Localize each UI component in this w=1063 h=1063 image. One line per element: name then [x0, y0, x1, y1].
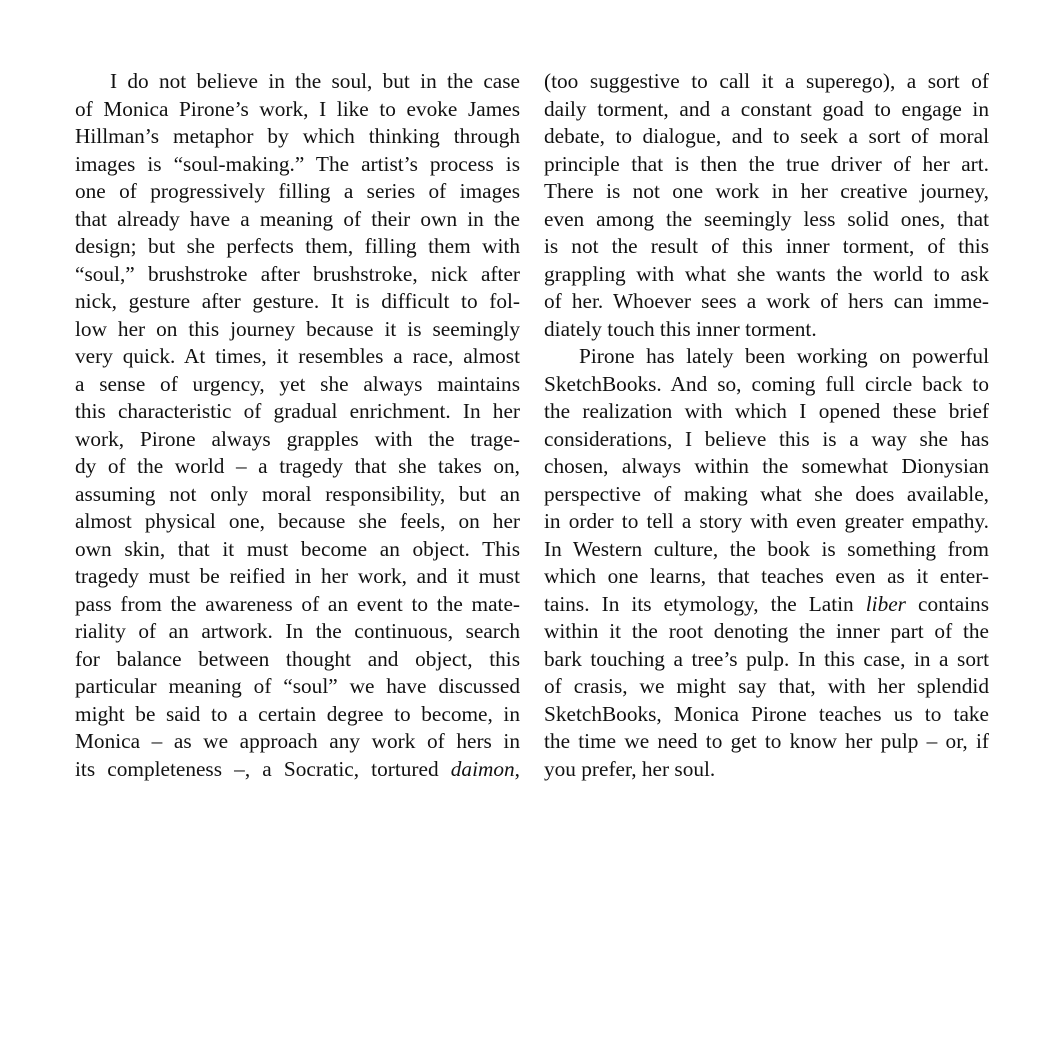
text-line: [75, 178, 520, 206]
text-segment: “soul,” brushstroke after brushstroke, nick after: [75, 261, 520, 286]
text-segment: Pirone has lately been working on powerful: [579, 344, 989, 368]
text-segment: for balance between thought and object, this: [75, 646, 520, 671]
text-line: [75, 426, 520, 454]
text-segment: SketchBooks, Monica Pirone teaches us to take: [544, 701, 989, 726]
text-segment: riality of an artwork. In the continuous, search: [75, 619, 520, 643]
text-segment: in order to tell a story with even greater empathy.: [544, 509, 989, 533]
text-line: [75, 673, 520, 701]
text-segment: contains: [905, 591, 989, 616]
text-segment: even among the seemingly less solid ones, that: [544, 206, 989, 231]
text-line: [75, 701, 520, 729]
text-segment: very quick. At times, it resembles a race, almost: [75, 344, 520, 368]
text-line: [544, 591, 989, 619]
text-line: [544, 536, 989, 564]
text-segment: own skin, that it must become an object. This: [75, 536, 520, 561]
italic-term: daimon: [450, 756, 515, 781]
text-segment: of her. Whoever sees a work of hers can imme-: [544, 289, 989, 313]
text-line: [544, 178, 989, 206]
text-line: [544, 151, 989, 179]
text-line: [75, 206, 520, 234]
text-segment: might be said to a certain degree to become, in: [75, 701, 520, 726]
text-segment: In Western culture, the book is something from: [544, 536, 989, 561]
text-line: [544, 618, 989, 646]
text-segment: SketchBooks. And so, coming full circle back to: [544, 371, 989, 396]
text-segment: daily torment, and a constant goad to engage in: [544, 96, 989, 121]
text-segment: principle that is then the true driver of her art.: [544, 151, 989, 176]
text-segment: the realization with which I opened these brief: [544, 399, 989, 423]
text-line: [544, 343, 989, 371]
text-segment: nick, gesture after gesture. It is difficult to fol-: [75, 289, 520, 313]
text-line: [75, 233, 520, 261]
text-line: [75, 151, 520, 179]
text-line: [75, 68, 520, 96]
text-line: [75, 728, 520, 756]
text-segment: pass from the awareness of an event to the mate-: [75, 591, 520, 616]
text-segment: low her on this journey because it is seemingly: [75, 316, 520, 341]
text-line: [544, 261, 989, 289]
text-segment: (too suggestive to call it a superego), a sort of: [544, 69, 989, 93]
text-segment: debate, to dialogue, and to seek a sort of moral: [544, 124, 989, 148]
text-line: [75, 453, 520, 481]
text-column-right: [544, 68, 989, 783]
text-line: [75, 563, 520, 591]
text-line: [75, 536, 520, 564]
text-line: [544, 206, 989, 234]
text-segment: of Monica Pirone’s work, I like to evoke James: [75, 96, 520, 121]
text-segment: you prefer, her soul.: [544, 756, 716, 781]
text-segment: considerations, I believe this is a way she has: [544, 426, 989, 451]
text-segment: grappling with what she wants the world to ask: [544, 261, 989, 286]
text-line: [75, 398, 520, 426]
text-line: [75, 371, 520, 399]
text-segment: ,: [514, 756, 520, 781]
text-segment: this characteristic of gradual enrichment. In her: [75, 399, 520, 423]
text-segment: one of progressively filling a series of images: [75, 179, 520, 203]
text-segment: is not the result of this inner torment, of this: [544, 234, 989, 258]
text-line: [544, 673, 989, 701]
text-line: [544, 96, 989, 124]
text-segment: design; but she perfects them, filling them with: [75, 234, 520, 258]
text-segment: the time we need to get to know her pulp – or, if: [544, 729, 989, 753]
text-line: [544, 508, 989, 536]
italic-term: liber: [865, 591, 906, 616]
text-line: [544, 371, 989, 399]
text-segment: I do not believe in the soul, but in the case: [110, 69, 520, 93]
text-line: [75, 618, 520, 646]
text-segment: chosen, always within the somewhat Dionysian: [544, 454, 989, 478]
text-segment: assuming not only moral responsibility, but an: [75, 481, 520, 506]
text-line: [75, 123, 520, 151]
text-line: [75, 316, 520, 344]
text-line: [544, 701, 989, 729]
text-segment: within it the root denoting the inner part of the: [544, 619, 989, 643]
text-segment: tains. In its etymology, the Latin: [544, 591, 866, 616]
text-line: [75, 756, 520, 784]
text-line: [544, 563, 989, 591]
text-line: [544, 756, 989, 784]
text-segment: perspective of making what she does available,: [544, 481, 989, 506]
text-segment: of crasis, we might say that, with her splendid: [544, 674, 989, 698]
text-line: [75, 508, 520, 536]
text-segment: Hillman’s metaphor by which thinking through: [75, 124, 520, 148]
text-line: [544, 398, 989, 426]
text-segment: Monica – as we approach any work of hers in: [75, 729, 520, 753]
text-line: [75, 261, 520, 289]
text-line: [544, 288, 989, 316]
text-line: [544, 728, 989, 756]
text-segment: work, Pirone always grapples with the trage-: [75, 426, 520, 451]
text-line: [75, 96, 520, 124]
text-line: [75, 591, 520, 619]
text-line: [75, 343, 520, 371]
text-segment: particular meaning of “soul” we have discussed: [75, 674, 520, 698]
text-line: [75, 481, 520, 509]
text-line: [544, 646, 989, 674]
text-segment: bark touching a tree’s pulp. In this case, in a sort: [544, 646, 989, 671]
text-segment: that already have a meaning of their own in the: [75, 206, 520, 231]
text-segment: images is “soul-making.” The artist’s process is: [75, 151, 520, 176]
text-line: [75, 288, 520, 316]
text-segment: a sense of urgency, yet she always maintains: [75, 371, 520, 396]
text-segment: its completeness –, a Socratic, tortured: [75, 756, 451, 781]
text-segment: There is not one work in her creative journey,: [544, 179, 989, 203]
text-line: [544, 426, 989, 454]
text-line: [544, 316, 989, 344]
text-line: [544, 233, 989, 261]
text-column-left: [75, 68, 520, 783]
text-line: [544, 68, 989, 96]
text-segment: which one learns, that teaches even as it enter-: [544, 564, 989, 588]
text-line: [544, 481, 989, 509]
text-segment: almost physical one, because she feels, on her: [75, 509, 520, 533]
text-segment: tragedy must be reified in her work, and it must: [75, 564, 520, 588]
text-segment: diately touch this inner torment.: [544, 316, 817, 341]
text-segment: dy of the world – a tragedy that she takes on,: [75, 454, 520, 478]
text-line: [75, 646, 520, 674]
text-line: [544, 453, 989, 481]
text-line: [544, 123, 989, 151]
